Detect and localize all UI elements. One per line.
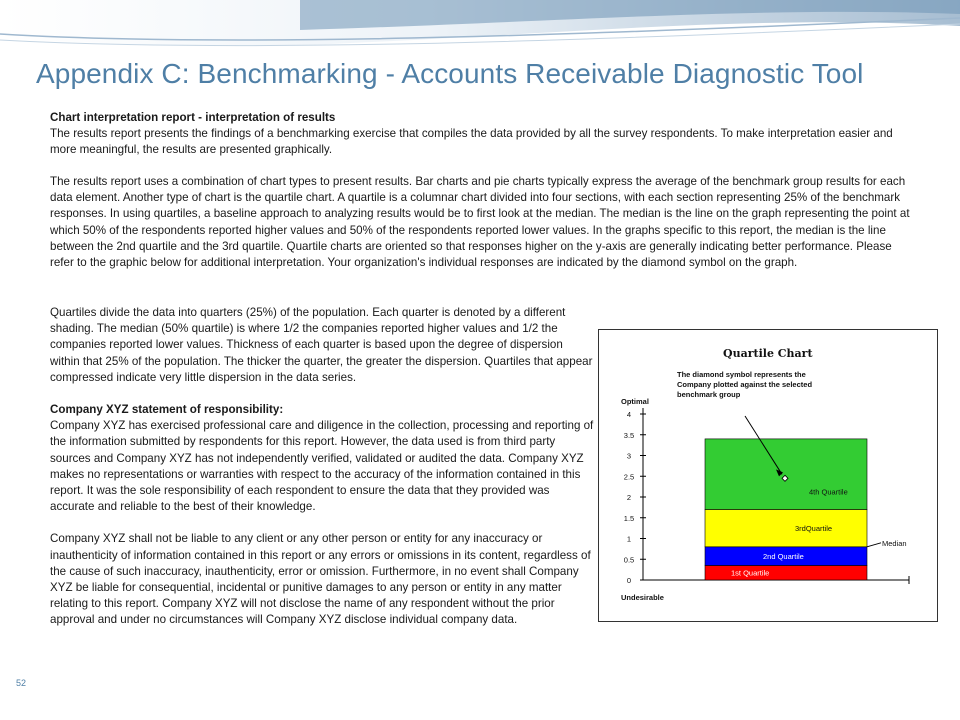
results-report-paragraph xyxy=(50,174,910,271)
intro-body: The results report presents the findings of a benchmarking exercise that compiles the data provided by all the survey respondents. To make interpretation easier and more meaningful, the results are presented graphically. xyxy=(50,127,893,157)
y-tick-label: 1.5 xyxy=(623,513,635,523)
results-report-text: The results report uses a combination of chart types to present results. Bar charts and pie charts typically express the average of the benchmark group results for each data element. Another type of chart is the quartile chart. A quartile is a columnar chart divided into four sections, with each section representing 25% of the benchmark responses. In using quartiles, a baseline approach to analyzing results would be to first look at the median. The median is the line on the graph representing the point at which 50% of the respondents reported higher values and 50% of the respondents reported lower values. In the graphs specific to this report, the median is the line between the 2nd quartile and the 3rd quartile. Quartile charts are oriented so that responses higher on the y-axis are generally indicating better performance. Please refer to the graphic below for additional interpretation. Your organization's individual responses are indicated by the diamond symbol on the graph. xyxy=(50,175,910,270)
responsibility-body-1: Company XYZ has exercised professional care and diligence in the collection, processing and reporting of the information submitted by respondents for this report. However, the data used is from third party sources and Company XYZ has not independently verified, validated or audited the data. Company XYZ makes no representations or warranties with respect to the accuracy of the information contained in this report. It was the sole responsibility of each respondent to ensure the data that they provided was accurate and reliable to the best of their knowledge. xyxy=(50,419,594,514)
responsibility-heading: Company XYZ statement of responsibility: xyxy=(50,403,284,417)
intro-section xyxy=(50,110,910,159)
y-top-label: Optimal xyxy=(621,397,649,406)
y-tick-label: 0 xyxy=(626,576,632,585)
quartile-bar-3 xyxy=(705,509,867,546)
y-tick-label: 2.5 xyxy=(623,472,635,482)
quartile-bar-1 xyxy=(705,565,867,580)
quartile-label-2: 2nd Quartile xyxy=(763,552,804,562)
responsibility-body-2: Company XYZ shall not be liable to any client or any other person or entity for any inaccuracy or inauthenticity of information contained in this report or any errors or omissions in its content, regardless of the cause of such inaccuracy, inauthenticity, error or omission. Furthermore, in no event shall Company XYZ be liable for consequential, incidental or punitive damages to any person or entity in any matter relating to this report. Company XYZ will not disclose the name of any respondent without the prior approval and under no circumstances will Company XYZ disclose individual company data. xyxy=(50,532,591,627)
quartile-label-4: 4th Quartile xyxy=(809,487,848,497)
y-tick-label: 1 xyxy=(626,534,632,544)
quartile-label-3: 3rdQuartile xyxy=(795,524,833,534)
y-tick-label: 4 xyxy=(626,410,632,419)
chart-annotation-line: The diamond symbol represents the xyxy=(677,370,806,379)
y-bottom-label: Undesirable xyxy=(621,593,664,602)
y-tick-label: 0.5 xyxy=(623,555,635,565)
y-tick-label: 2 xyxy=(626,493,632,502)
quartile-label-1: 1st Quartile xyxy=(731,568,770,578)
page-title: Appendix C: Benchmarking - Accounts Receivable Diagnostic Tool xyxy=(36,58,864,89)
chart-annotation-line: Company plotted against the selected xyxy=(677,380,813,389)
y-tick-label: 3.5 xyxy=(623,430,635,440)
median-label: Median xyxy=(882,538,907,548)
median-pointer xyxy=(867,543,881,547)
intro-heading: Chart interpretation report - interpretation of results xyxy=(50,111,336,124)
quartile-bar-4 xyxy=(705,439,867,510)
page-number: 52 xyxy=(16,678,27,688)
left-column xyxy=(50,305,594,629)
chart-title: Quartile Chart xyxy=(723,347,813,360)
header-wave-decoration xyxy=(0,0,960,60)
chart-annotation-line: benchmark group xyxy=(677,390,741,399)
quartile-chart xyxy=(598,329,938,622)
y-tick-label: 3 xyxy=(626,451,632,461)
quartiles-paragraph: Quartiles divide the data into quarters (25%) of the population. Each quarter is denoted by a different shading. The median (50% quartile) is where 1/2 the companies reported higher values and 1/2 the companies reported lower values. Thickness of each quarter is based upon the degree of dispersion within that 25% of the population. The thicker the quarter, the greater the dispersion. Quartiles that appear compressed indicate very little dispersion in the data series. xyxy=(50,306,593,384)
quartile-chart-svg xyxy=(599,330,937,621)
